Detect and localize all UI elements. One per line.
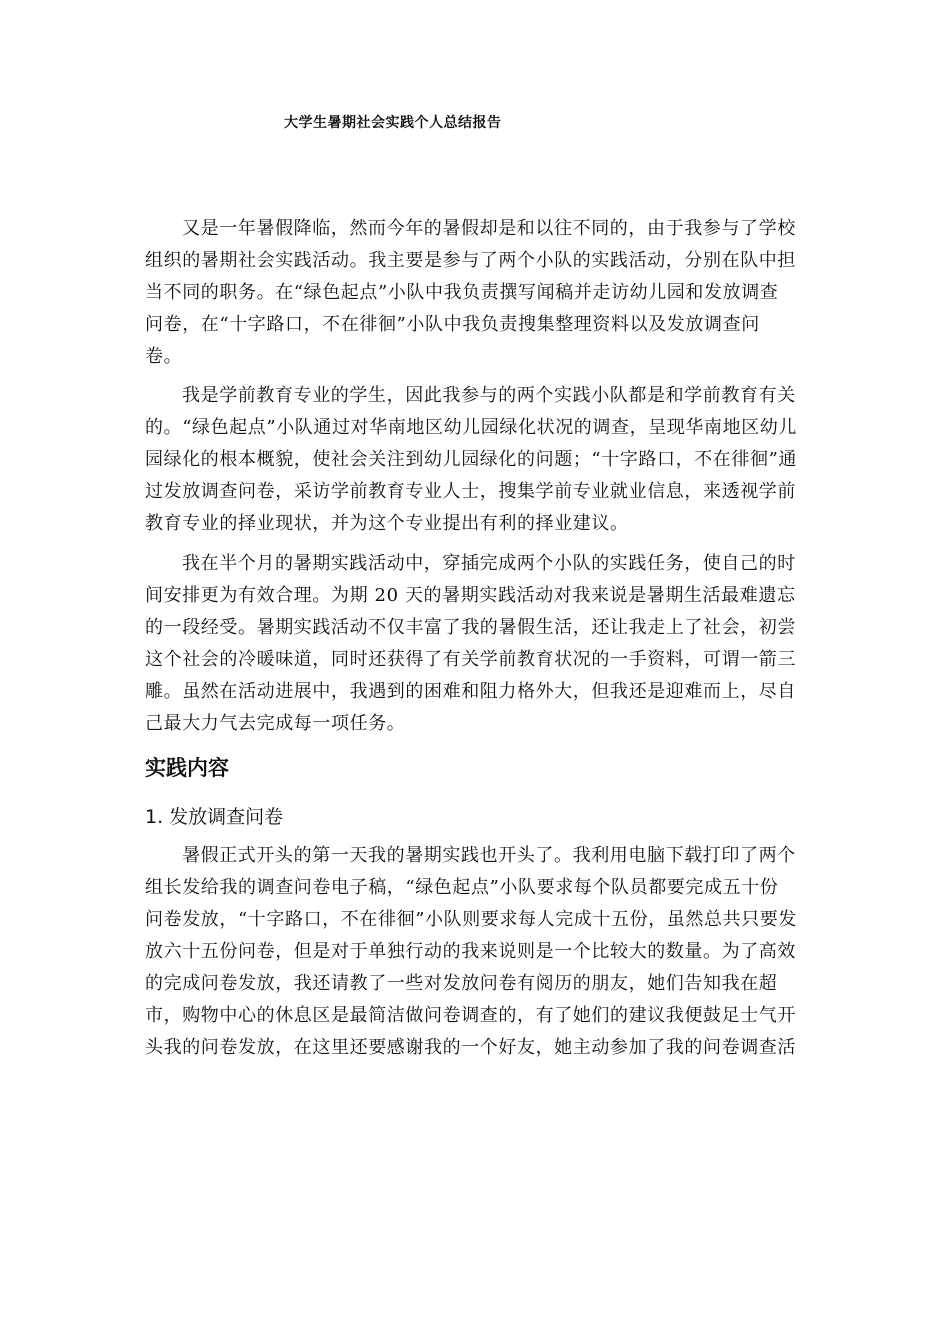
paragraph-2 (145, 380, 817, 540)
paragraph-line: 组长发给我的调查问卷电子稿，“绿色起点”小队要求每个队员都要完成五十份 (145, 877, 779, 898)
section-heading: 实践内容 (145, 756, 229, 780)
paragraph-line: 又是一年暑假降临，然而今年的暑假却是和以往不同的，由于我参与了学校 (182, 218, 796, 239)
paragraph-line: 暑假正式开头的第一天我的暑期实践也开头了。我利用电脑下载打印了两个 (182, 845, 796, 866)
paragraph-line: 间安排更为有效合理。为期 20 天的暑期实践活动对我来说是暑期生活最难遗忘 (145, 585, 796, 606)
section-paragraph (145, 840, 817, 1064)
paragraph-line: 当不同的职务。在“绿色起点”小队中我负责撰写闻稿并走访幼儿园和发放调查 (145, 282, 779, 303)
paragraph-line: 放六十五份问卷，但是对于单独行动的我来说则是一个比较大的数量。为了高效 (145, 941, 796, 962)
paragraph-line: 雕。虽然在活动进展中，我遇到的困难和阻力格外大，但我还是迎难而上，尽自 (145, 681, 796, 702)
paragraph-line: 教育专业的择业现状，并为这个专业提出有利的择业建议。 (145, 513, 629, 534)
paragraph-line: 市，购物中心的休息区是最简洁做问卷调查的，有了她们的建议我便鼓足士气开 (145, 1005, 796, 1026)
paragraph-line: 问卷，在“十字路口，不在徘徊”小队中我负责搜集整理资料以及发放调查问 (145, 314, 760, 335)
paragraph-line: 问卷发放，“十字路口，不在徘徊”小队则要求每人完成十五份，虽然总共只要发 (145, 909, 798, 930)
paragraph-line: 的完成问卷发放，我还请教了一些对发放问卷有阅历的朋友，她们告知我在超 (145, 973, 778, 994)
paragraph-3 (145, 548, 817, 740)
paragraph-line: 过发放调查问卷，采访学前教育专业人士，搜集学前专业就业信息，来透视学前 (145, 481, 796, 502)
paragraph-line: 园绿化的根本概貌，使社会关注到幼儿园绿化的问题；“十字路口，不在徘徊”通 (145, 449, 798, 470)
paragraph-1 (145, 213, 817, 373)
paragraph-line: 的。“绿色起点”小队通过对华南地区幼儿园绿化状况的调查，呈现华南地区幼儿 (145, 417, 798, 438)
paragraph-line: 的一段经受。暑期实践活动不仅丰富了我的暑假生活，还让我走上了社会，初尝 (145, 617, 796, 638)
paragraph-line: 我在半个月的暑期实践活动中，穿插完成两个小队的实践任务，使自己的时 (182, 553, 796, 574)
sub-heading: 1. 发放调查问卷 (145, 806, 284, 828)
paragraph-line: 卷。 (145, 346, 183, 367)
paragraph-line: 这个社会的冷暖味道，同时还获得了有关学前教育状况的一手资料，可谓一箭三 (145, 649, 796, 670)
paragraph-line: 我是学前教育专业的学生，因此我参与的两个实践小队都是和学前教育有关 (182, 385, 796, 406)
paragraph-line: 己最大力气去完成每一项任务。 (145, 713, 406, 734)
paragraph-line: 头我的问卷发放，在这里还要感谢我的一个好友，她主动参加了我的问卷调查活 (145, 1037, 796, 1058)
paragraph-line: 组织的暑期社会实践活动。我主要是参与了两个小队的实践活动，分别在队中担 (145, 250, 796, 271)
document-title: 大学生暑期社会实践个人总结报告 (284, 115, 502, 131)
